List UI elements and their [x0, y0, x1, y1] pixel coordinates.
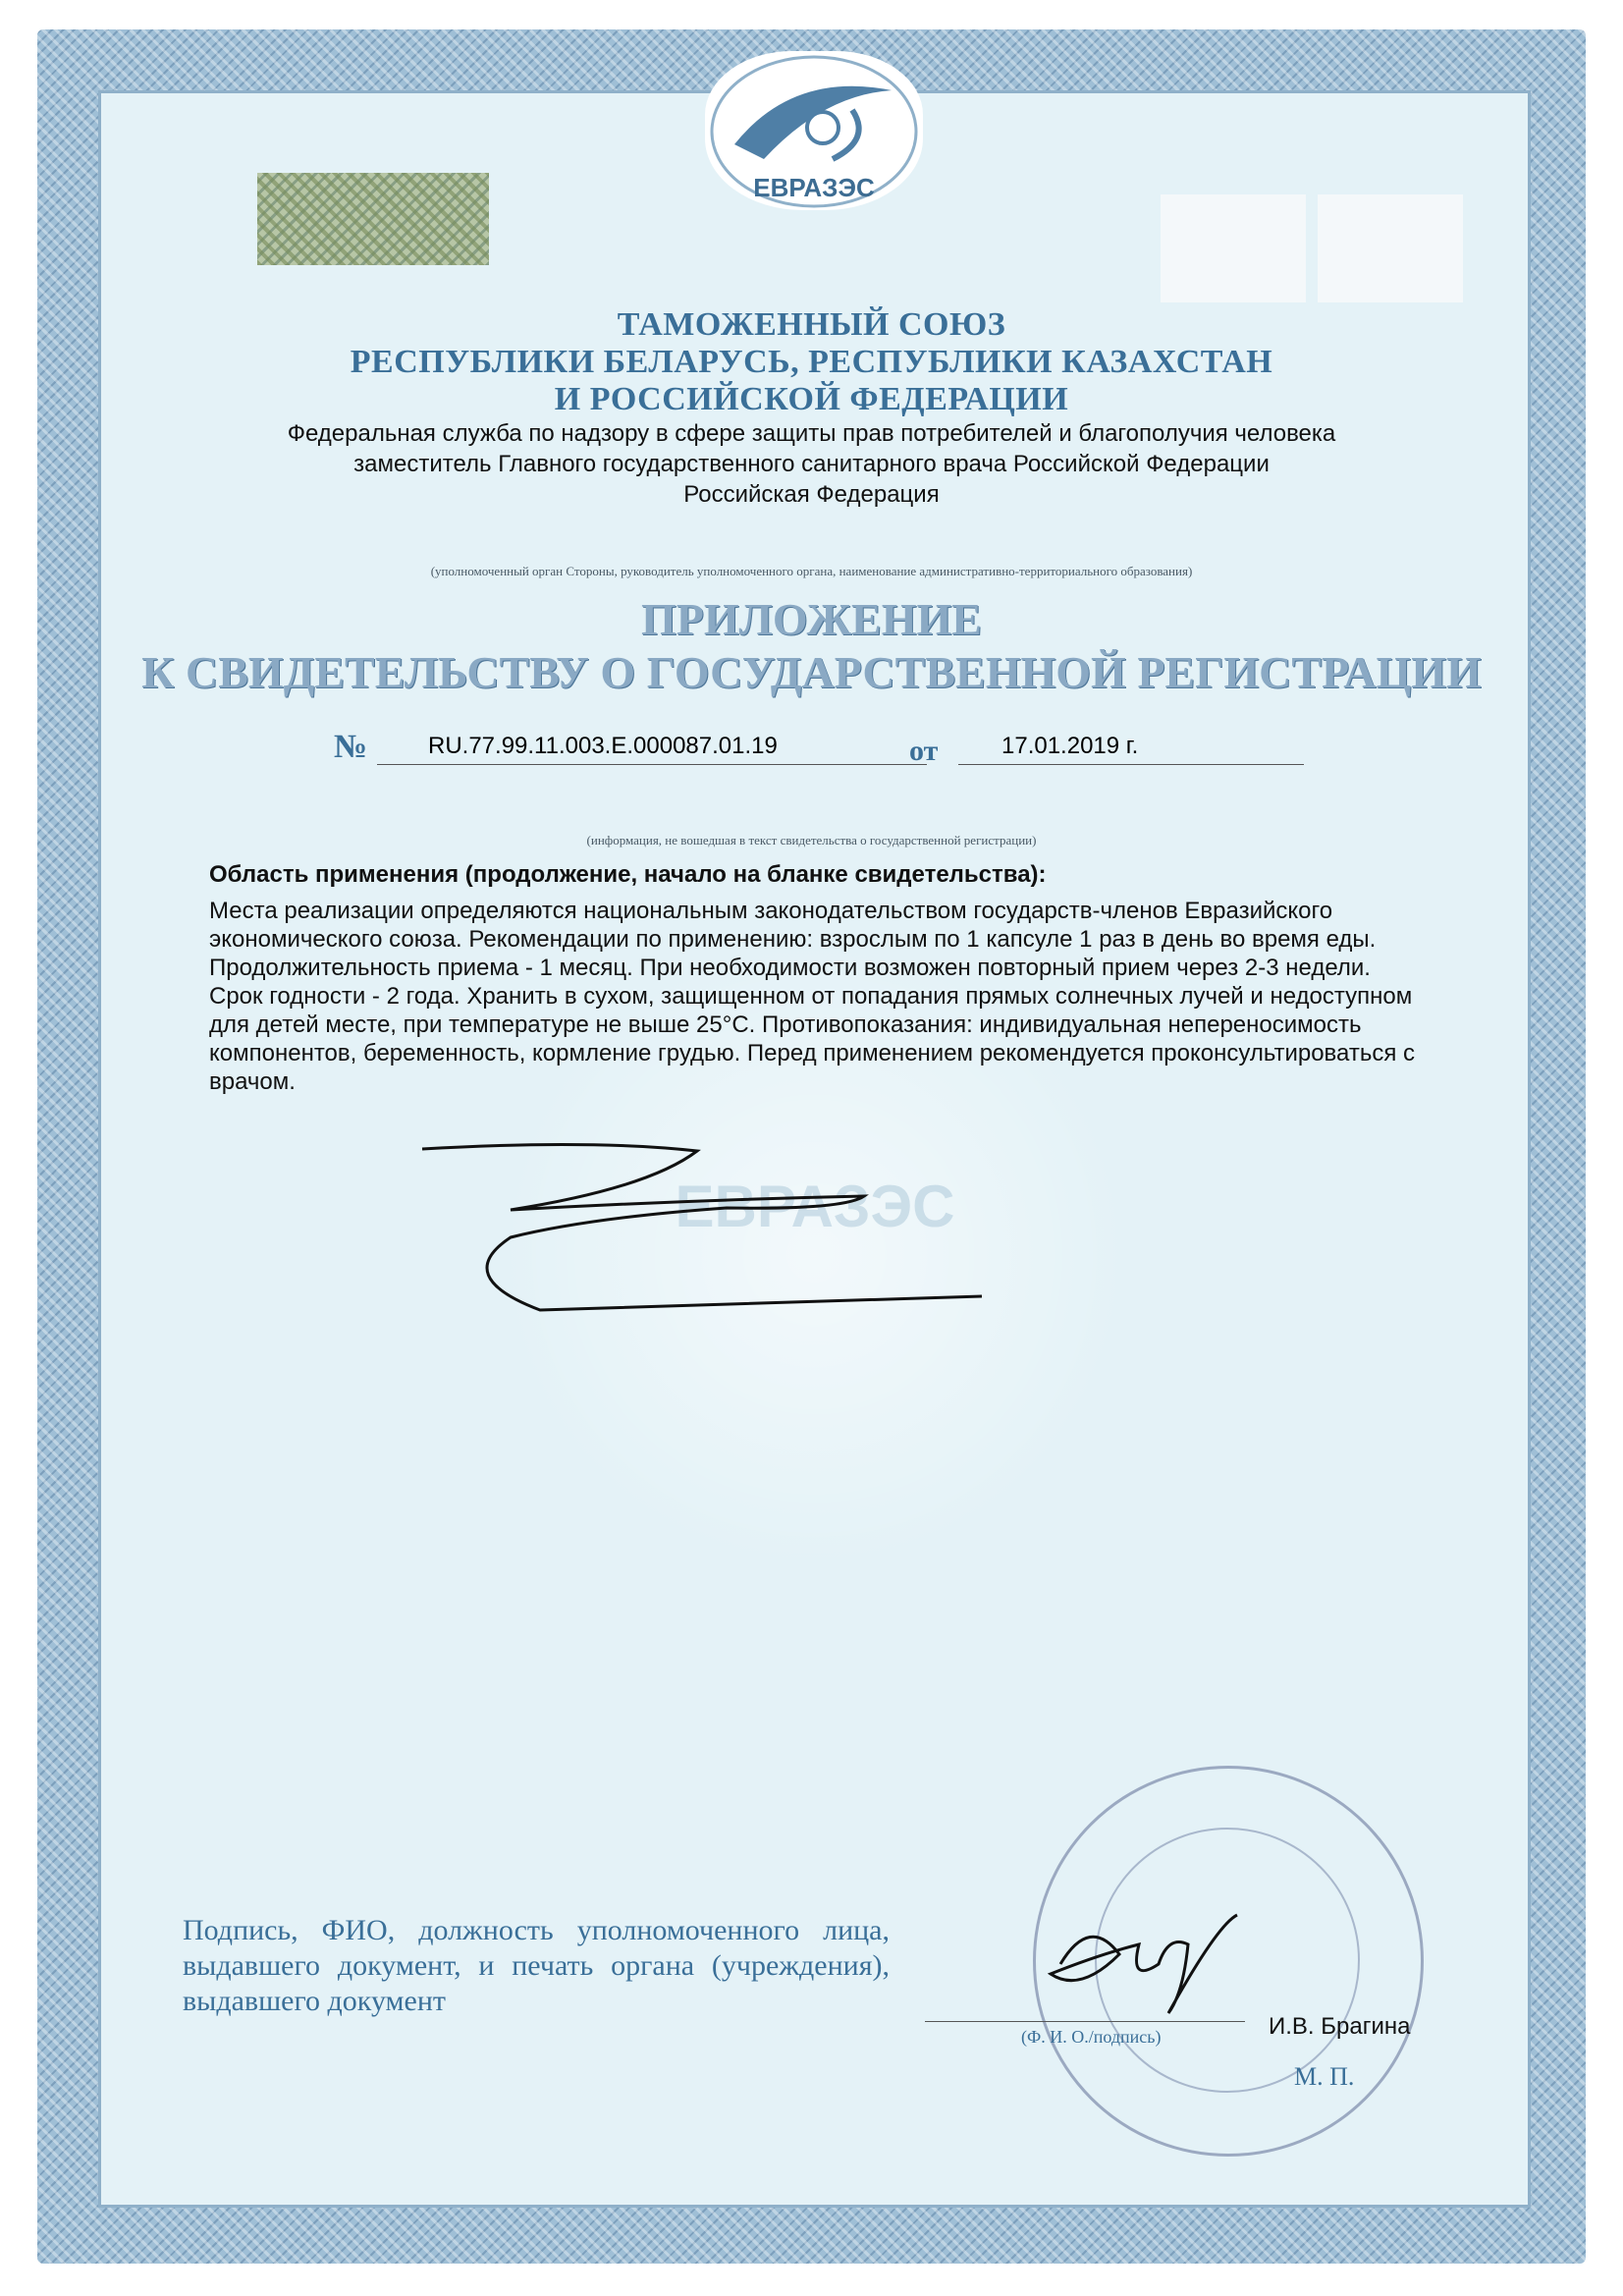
title-line: ПРИЛОЖЕНИЕ [641, 594, 982, 644]
document-title [98, 593, 1525, 699]
authority-line: заместитель Главного государственного санитарного врача Российской Федерации [353, 451, 1270, 477]
emblem-label: ЕВРАЗЭС [753, 173, 875, 202]
scope-heading: Область применения (продолжение, начало на бланке свидетельства): [209, 861, 1047, 888]
blank-patch [1161, 194, 1306, 302]
registration-date: 17.01.2019 г. [1001, 733, 1139, 759]
watermark: ЕВРАЗЭС [675, 1174, 955, 1239]
evrazes-emblem [705, 51, 923, 210]
union-line: РЕСПУБЛИКИ БЕЛАРУСЬ, РЕСПУБЛИКИ КАЗАХСТАН [350, 344, 1273, 380]
info-caption: (информация, не вошедшая в текст свидетельства о государственной регистрации) [586, 833, 1037, 847]
signatory-name: И.В. Брагина [1269, 2013, 1411, 2040]
emblem-icon [705, 51, 923, 210]
authority-caption: (уполномоченный орган Стороны, руководитель уполномоченного органа, наименование административно-территориального образования) [430, 564, 1193, 578]
union-line: И РОССИЙСКОЙ ФЕДЕРАЦИИ [554, 381, 1069, 417]
number-label: № [334, 729, 368, 765]
union-heading [98, 306, 1525, 418]
authority-line: Российская Федерация [683, 481, 940, 508]
authority-block [98, 418, 1525, 510]
seal-place-label: М. П. [1294, 2062, 1355, 2091]
scope-section [209, 860, 1427, 1096]
registration-row [334, 729, 1296, 768]
handwritten-signature [1021, 1886, 1257, 2023]
union-line: ТАМОЖЕННЫЙ СОЮЗ [617, 306, 1006, 343]
hologram-sticker [257, 173, 489, 265]
registration-number: RU.77.99.11.003.E.000087.01.19 [428, 733, 778, 759]
fio-underline [925, 2021, 1245, 2022]
title-line: К СВИДЕТЕЛЬСТВУ О ГОСУДАРСТВЕННОЙ РЕГИСТРАЦИИ [141, 647, 1482, 697]
fio-caption: (Ф. И. О./подпись) [1021, 2027, 1162, 2047]
authority-line: Федеральная служба по надзору в сфере защиты прав потребителей и благополучия человека [287, 420, 1336, 447]
signature-label: Подпись, ФИО, должность уполномоченного лица, выдавшего документ, и печать органа (учреждения), выдавшего документ [183, 1914, 890, 2017]
date-label: от [909, 735, 939, 767]
signature-scribble [393, 1129, 1178, 1326]
blank-patch [1318, 194, 1463, 302]
scope-text: Места реализации определяются национальным законодательством государств-членов Евразийского экономического союза. Рекомендации по применению: взрослым по 1 капсуле 1 раз в день во время еды. Продолжительность приема - 1 месяц. При необходимости возможен повторный прием через 2-3 недели. Срок годности - 2 года. Хранить в сухом, защищенном от попадания прямых солнечных лучей и недоступном для детей месте, при температуре не выше 25°С. Противопоказания: индивидуальная непереносимость компонентов, беременность, кормление грудью. Перед применением рекомендуется проконсультироваться с врачом. [209, 898, 1416, 1095]
